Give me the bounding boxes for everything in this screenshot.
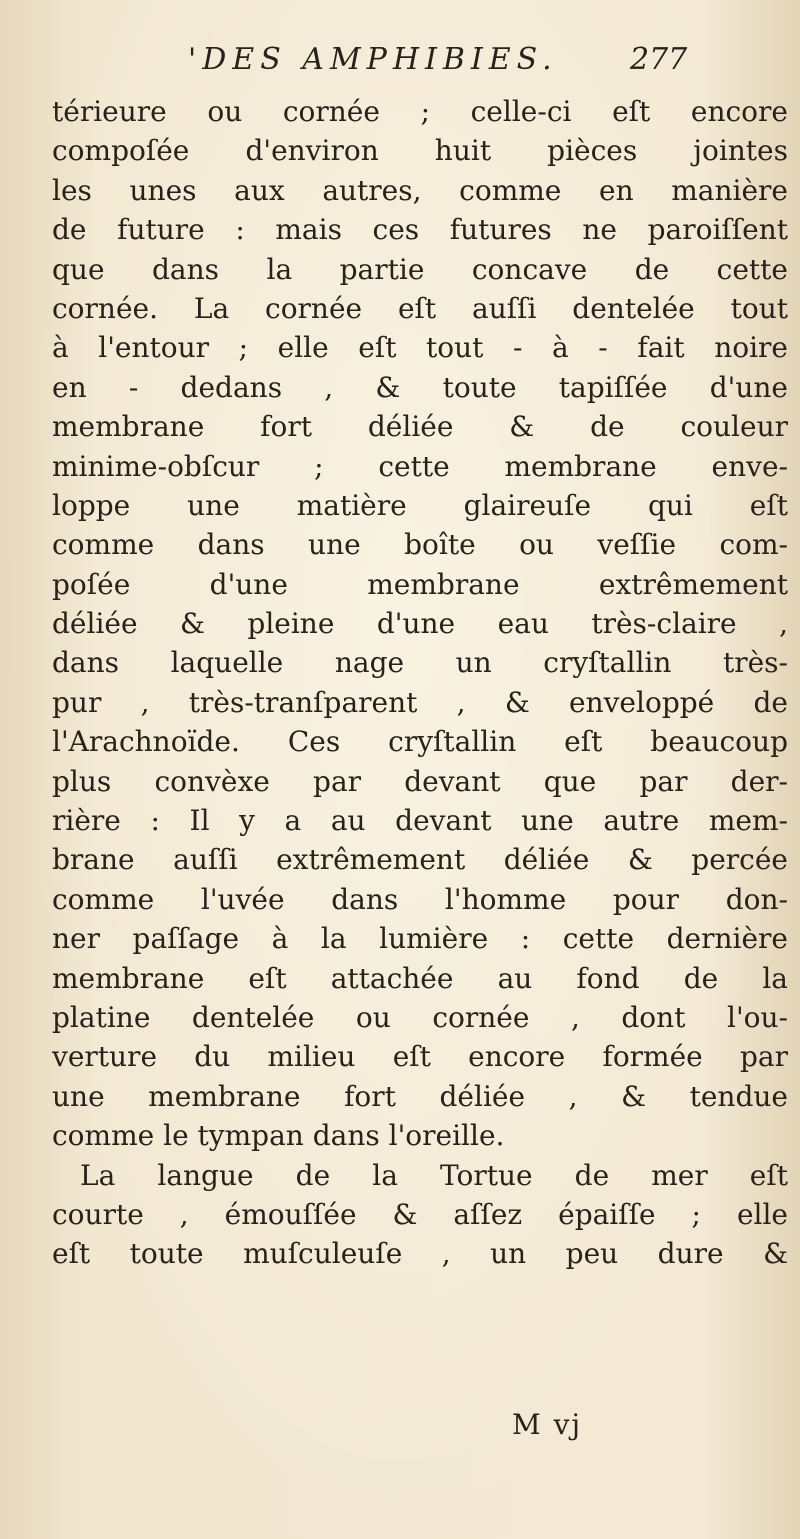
text-line: loppe une matière glaireuſe qui eſt bbox=[52, 488, 788, 522]
text-line: courte , émouſſée & aſſez épaiſſe ; elle bbox=[52, 1197, 788, 1231]
text-line: platine dentelée ou cornée , dont l'ou- bbox=[52, 1000, 788, 1034]
text-line: dans laquelle nage un cryſtallin très- bbox=[52, 646, 788, 680]
text-line: une membrane fort déliée , & tendue bbox=[52, 1079, 788, 1113]
text-line: térieure ou cornée ; celle-ci eſt encore bbox=[52, 95, 788, 128]
text-line: déliée & pleine d'une eau très-claire , bbox=[52, 607, 788, 641]
text-line: poſée d'une membrane extrêmement bbox=[52, 567, 788, 601]
text-line: minime-obſcur ; cette membrane enve- bbox=[52, 449, 788, 483]
paragraph-start-line: La langue de la Tortue de mer eſt bbox=[80, 1158, 788, 1192]
text-line: en - dedans , & toute tapiſſée d'une bbox=[52, 370, 788, 404]
text-line: eſt toute muſculeuſe , un peu dure & bbox=[52, 1237, 788, 1271]
text-line: l'Arachnoïde. Ces cryſtallin eſt beaucoup bbox=[52, 725, 788, 759]
text-line: pur , très-tranſparent , & enveloppé de bbox=[52, 685, 788, 719]
text-line: cornée. La cornée eſt auſſi dentelée tout bbox=[52, 291, 788, 325]
text-line: brane auſſi extrêmement déliée & percée bbox=[52, 843, 788, 877]
page-number: 277 bbox=[630, 42, 688, 77]
signature-mark: M vj bbox=[512, 1408, 583, 1441]
text-line: plus convèxe par devant que par der- bbox=[52, 764, 788, 798]
running-head-title: 'DES AMPHIBIES. bbox=[188, 42, 558, 77]
text-line: à l'entour ; elle eſt tout - à - fait noire bbox=[52, 331, 788, 365]
text-line: verture du milieu eſt encore formée par bbox=[52, 1040, 788, 1074]
text-line: ner paſſage à la lumière : cette dernière bbox=[52, 922, 788, 956]
text-line: de future : mais ces futures ne paroiſſent bbox=[52, 213, 788, 247]
running-head bbox=[0, 42, 800, 86]
text-line: comme l'uvée dans l'homme pour don- bbox=[52, 882, 788, 916]
body-text bbox=[52, 92, 792, 1274]
text-line: membrane fort déliée & de couleur bbox=[52, 410, 788, 444]
text-line: compoſée d'environ huit pièces jointes bbox=[52, 134, 788, 168]
paragraph-end-line: comme le tympan dans l'oreille. bbox=[52, 1119, 505, 1153]
text-line: rière : Il y a au devant une autre mem- bbox=[52, 804, 788, 838]
text-line: les unes aux autres, comme en manière bbox=[52, 173, 788, 207]
text-line: que dans la partie concave de cette bbox=[52, 252, 788, 286]
text-line: membrane eſt attachée au fond de la bbox=[52, 961, 788, 995]
text-line: comme dans une boîte ou veſſie com- bbox=[52, 528, 788, 562]
